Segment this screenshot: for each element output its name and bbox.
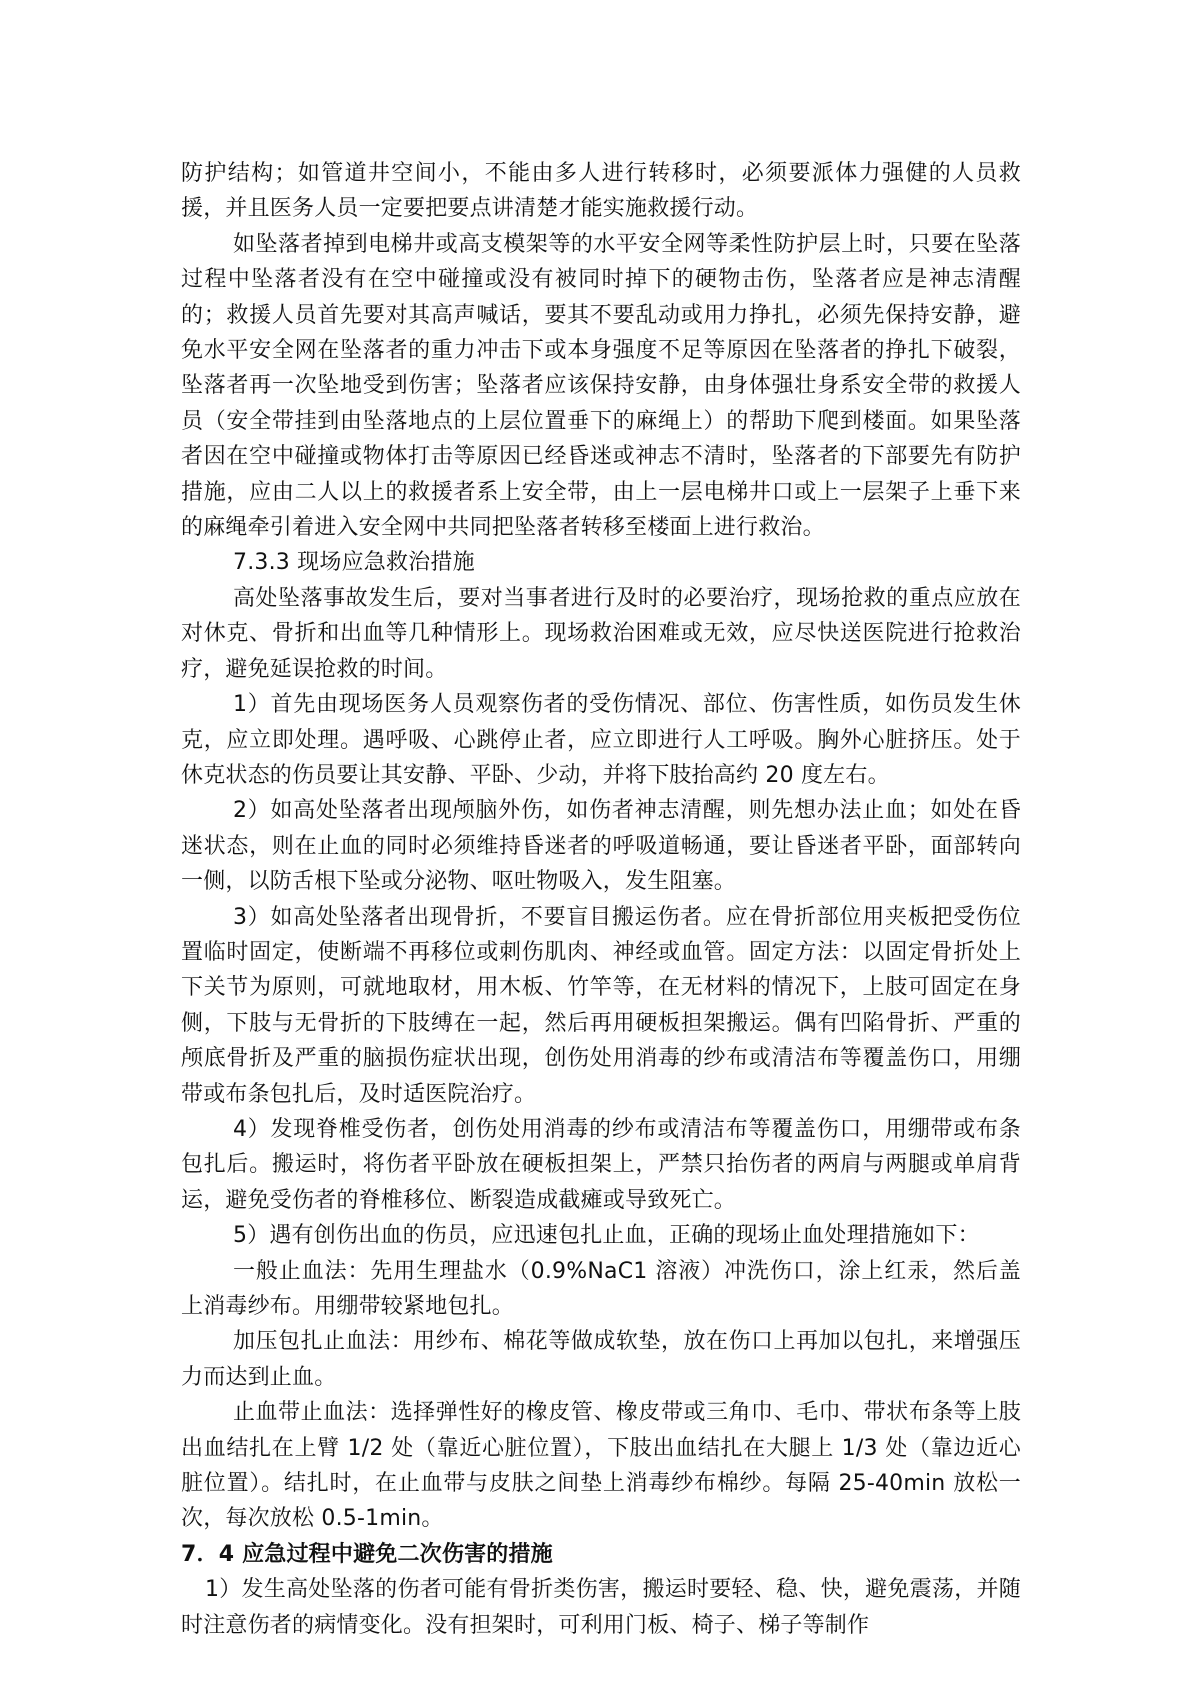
paragraph-pressure-hemostasis: 加压包扎止血法：用纱布、棉花等做成软垫，放在伤口上再加以包扎，来增强压力而达到止血。 (181, 1329, 1021, 1390)
paragraph-onsite-treatment: 高处坠落事故发生后，要对当事者进行及时的必要治疗，现场抢救的重点应放在对休克、骨折和出血等几种情形上。现场救治困难或无效，应尽快送医院进行抢救治疗，避免延误抢救的时间。 (181, 585, 1021, 682)
paragraph-general-hemostasis: 一般止血法：先用生理盐水（0.9%NaC1 溶液）冲洗伤口，涂上红汞，然后盖上消毒纱布。用绷带较紧地包扎。 (181, 1258, 1021, 1319)
paragraph-item-5: 5）遇有创伤出血的伤员，应迅速包扎止血，正确的现场止血处理措施如下： (233, 1223, 980, 1249)
paragraph-secondary-injury-1: 1）发生高处坠落的伤者可能有骨折类伤害，搬运时要轻、稳、快，避免震荡，并随时注意伤者的病情变化。没有担架时，可利用门板、椅子、梯子等制作 (181, 1577, 1021, 1638)
section-heading-7-4: 7．4 应急过程中避免二次伤害的措施 (181, 1541, 553, 1567)
section-heading-7-3-3: 7.3.3 现场应急救治措施 (233, 550, 475, 576)
paragraph-safety-net-rescue: 如坠落者掉到电梯井或高支模架等的水平安全网等柔性防护层上时，只要在坠落过程中坠落者没有在空中碰撞或没有被同时掉下的硬物击伤，坠落者应是神志清醒的；救援人员首先要对其高声喊话，要其不要乱动或用力挣扎，必须先保持安静，避免水平安全网在坠落者的重力冲击下或本身强度不足等原因在坠落者的挣扎下破裂，坠落者再一次坠地受到伤害；坠落者应该保持安静，由身体强壮身系安全带的救援人员（安全带挂到由坠落地点的上层位置垂下的麻绳上）的帮助下爬到楼面。如果坠落者因在空中碰撞或物体打击等原因已经昏迷或神志不清时，坠落者的下部要先有防护措施，应由二人以上的救援者系上安全带，由上一层电梯井口或上一层架子上垂下来的麻绳牵引着进入安全网中共同把坠落者转移至楼面上进行救治。 (181, 231, 1021, 541)
paragraph-item-1: 1）首先由现场医务人员观察伤者的受伤情况、部位、伤害性质，如伤员发生休克，应立即处理。遇呼吸、心跳停止者，应立即进行人工呼吸。胸外心脏挤压。处于休克状态的伤员要让其安静、平卧、少动，并将下肢抬高约 20 度左右。 (181, 692, 1021, 788)
document-page (181, 156, 1021, 1643)
paragraph-item-4: 4）发现脊椎受伤者，创伤处用消毒的纱布或清洁布等覆盖伤口，用绷带或布条包扎后。搬运时，将伤者平卧放在硬板担架上，严禁只抬伤者的两肩与两腿或单肩背运，避免受伤者的脊椎移位、断裂造成截瘫或导致死亡。 (181, 1116, 1021, 1213)
paragraph-item-2: 2）如高处坠落者出现颅脑外伤，如伤者神志清醒，则先想办法止血；如处在昏迷状态，则在止血的同时必须维持昏迷者的呼吸道畅通，要让昏迷者平卧，面部转向一侧，以防舌根下坠或分泌物、呕吐物吸入，发生阻塞。 (181, 798, 1021, 895)
paragraph-tourniquet-hemostasis: 止血带止血法：选择弹性好的橡皮管、橡皮带或三角巾、毛巾、带状布条等上肢出血结扎在上臂 1/2 处（靠近心脏位置），下肢出血结扎在大腿上 1/3 处（靠边近心脏位置）。结扎时，在止血带与皮肤之间垫上消毒纱布棉纱。每隔 25-40min 放松一次，每次放松 0.5-1min。 (181, 1400, 1021, 1532)
paragraph-rescue-structure: 防护结构；如管道井空间小，不能由多人进行转移时，必须要派体力强健的人员救援，并且医务人员一定要把要点讲清楚才能实施救援行动。 (181, 161, 1021, 222)
paragraph-item-3: 3）如高处坠落者出现骨折，不要盲目搬运伤者。应在骨折部位用夹板把受伤位置临时固定，使断端不再移位或刺伤肌肉、神经或血管。固定方法：以固定骨折处上下关节为原则，可就地取材，用木板、竹竿等，在无材料的情况下，上肢可固定在身侧，下肢与无骨折的下肢缚在一起，然后再用硬板担架搬运。偶有凹陷骨折、严重的颅底骨折及严重的脑损伤症状出现，创伤处用消毒的纱布或清洁布等覆盖伤口，用绷带或布条包扎后，及时适医院治疗。 (181, 904, 1021, 1107)
